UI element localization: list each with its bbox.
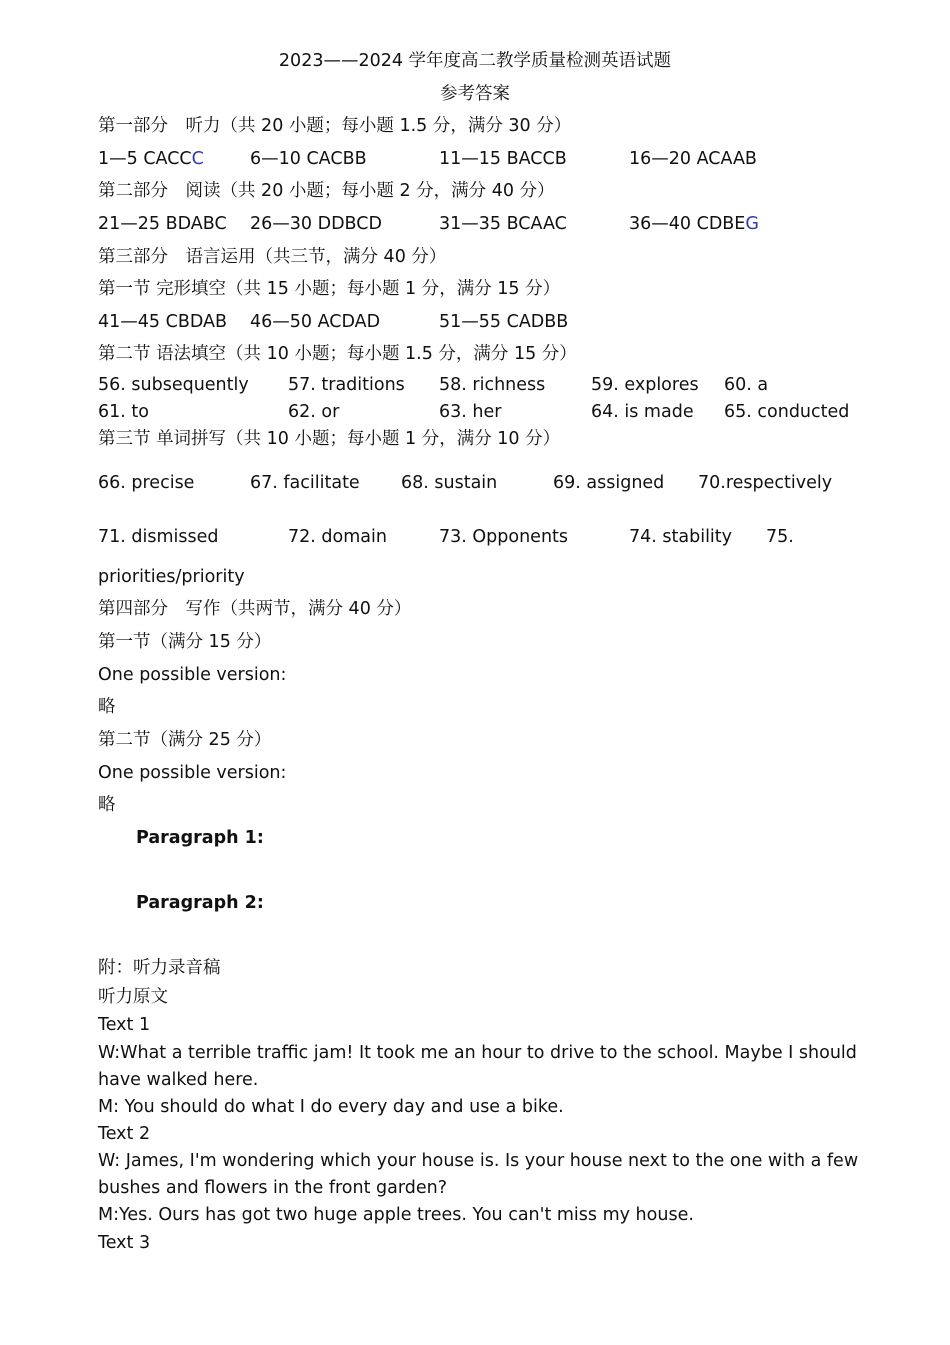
text1-m: M: You should do what I do every day and use a bike. bbox=[98, 1097, 564, 1117]
page-subtitle: 参考答案 bbox=[440, 84, 510, 104]
spelling-answer: 73. Opponents bbox=[439, 527, 569, 547]
grammar-answer: 58. richness bbox=[439, 375, 546, 395]
part3-heading: 第三部分 语言运用（共三节，满分 40 分） bbox=[98, 247, 447, 267]
grammar-answer: 57. traditions bbox=[288, 375, 405, 395]
highlighted-answer: G bbox=[745, 214, 759, 234]
spelling-answer: 70.respectively bbox=[698, 473, 833, 493]
part3-sec3-heading: 第三节 单词拼写（共 10 小题；每小题 1 分，满分 10 分） bbox=[98, 429, 561, 449]
cloze-answer-1: 41—45 CBDAB bbox=[98, 312, 227, 332]
part3-sec2-heading: 第二节 语法填空（共 10 小题；每小题 1.5 分，满分 15 分） bbox=[98, 344, 577, 364]
text1-w-line2: have walked here. bbox=[98, 1070, 259, 1090]
part4-sec2-body: 略 bbox=[98, 795, 116, 815]
part2-answer-2: 26—30 DDBCD bbox=[250, 214, 382, 234]
part4-sec1-version: One possible version: bbox=[98, 665, 287, 685]
cloze-answer-2: 46—50 ACDAD bbox=[250, 312, 381, 332]
part4-heading: 第四部分 写作（共两节，满分 40 分） bbox=[98, 599, 412, 619]
part4-sec1-body: 略 bbox=[98, 697, 116, 717]
part1-heading: 第一部分 听力（共 20 小题；每小题 1.5 分，满分 30 分） bbox=[98, 116, 572, 136]
part4-sec1-heading: 第一节（满分 15 分） bbox=[98, 632, 272, 652]
grammar-answer: 59. explores bbox=[591, 375, 699, 395]
text2-label: Text 2 bbox=[98, 1124, 151, 1144]
grammar-answer: 60. a bbox=[724, 375, 769, 395]
grammar-answer: 62. or bbox=[288, 402, 340, 422]
highlighted-answer: C bbox=[191, 149, 204, 169]
spelling-answer: 67. facilitate bbox=[250, 473, 360, 493]
spelling-answer: 68. sustain bbox=[401, 473, 498, 493]
appendix-subheading: 听力原文 bbox=[98, 987, 168, 1007]
part2-answer-1: 21—25 BDABC bbox=[98, 214, 227, 234]
spelling-answer: 74. stability bbox=[629, 527, 733, 547]
part1-answer-3: 11—15 BACCB bbox=[439, 149, 567, 169]
spelling-answer: 72. domain bbox=[288, 527, 387, 547]
part1-answer-1: 1—5 CACCC bbox=[98, 149, 204, 169]
grammar-answer: 64. is made bbox=[591, 402, 694, 422]
text2-w-line1: W: James, I'm wondering which your house is. Is your house next to the one with a few bbox=[98, 1151, 859, 1171]
part1-answer-4: 16—20 ACAAB bbox=[629, 149, 757, 169]
text1-w-line1: W:What a terrible traffic jam! It took me an hour to drive to the school. Maybe I should bbox=[98, 1043, 857, 1063]
spelling-answer: 75. bbox=[766, 527, 794, 547]
spelling-answer: 69. assigned bbox=[553, 473, 665, 493]
part2-answer-3: 31—35 BCAAC bbox=[439, 214, 567, 234]
grammar-answer: 65. conducted bbox=[724, 402, 850, 422]
part2-answer-4: 36—40 CDBEG bbox=[629, 214, 759, 234]
paragraph-2-label: Paragraph 2: bbox=[136, 893, 264, 913]
text3-label: Text 3 bbox=[98, 1233, 151, 1253]
part4-sec2-version: One possible version: bbox=[98, 763, 287, 783]
text2-m: M:Yes. Ours has got two huge apple trees. You can't miss my house. bbox=[98, 1205, 694, 1225]
paragraph-1-label: Paragraph 1: bbox=[136, 828, 264, 848]
part2-heading: 第二部分 阅读（共 20 小题；每小题 2 分，满分 40 分） bbox=[98, 181, 555, 201]
appendix-heading: 附：听力录音稿 bbox=[98, 958, 221, 978]
spelling-answer: 71. dismissed bbox=[98, 527, 219, 547]
text2-w-line2: bushes and flowers in the front garden? bbox=[98, 1178, 447, 1198]
spelling-answer-wrap: priorities/priority bbox=[98, 567, 245, 587]
grammar-answer: 56. subsequently bbox=[98, 375, 249, 395]
text1-label: Text 1 bbox=[98, 1015, 151, 1035]
spelling-answer: 66. precise bbox=[98, 473, 195, 493]
part1-answer-2: 6—10 CACBB bbox=[250, 149, 367, 169]
cloze-answer-3: 51—55 CADBB bbox=[439, 312, 569, 332]
page-title: 2023——2024 学年度高二教学质量检测英语试题 bbox=[278, 51, 672, 71]
grammar-answer: 63. her bbox=[439, 402, 502, 422]
part3-sec1-heading: 第一节 完形填空（共 15 小题；每小题 1 分，满分 15 分） bbox=[98, 279, 561, 299]
part4-sec2-heading: 第二节（满分 25 分） bbox=[98, 730, 272, 750]
grammar-answer: 61. to bbox=[98, 402, 149, 422]
